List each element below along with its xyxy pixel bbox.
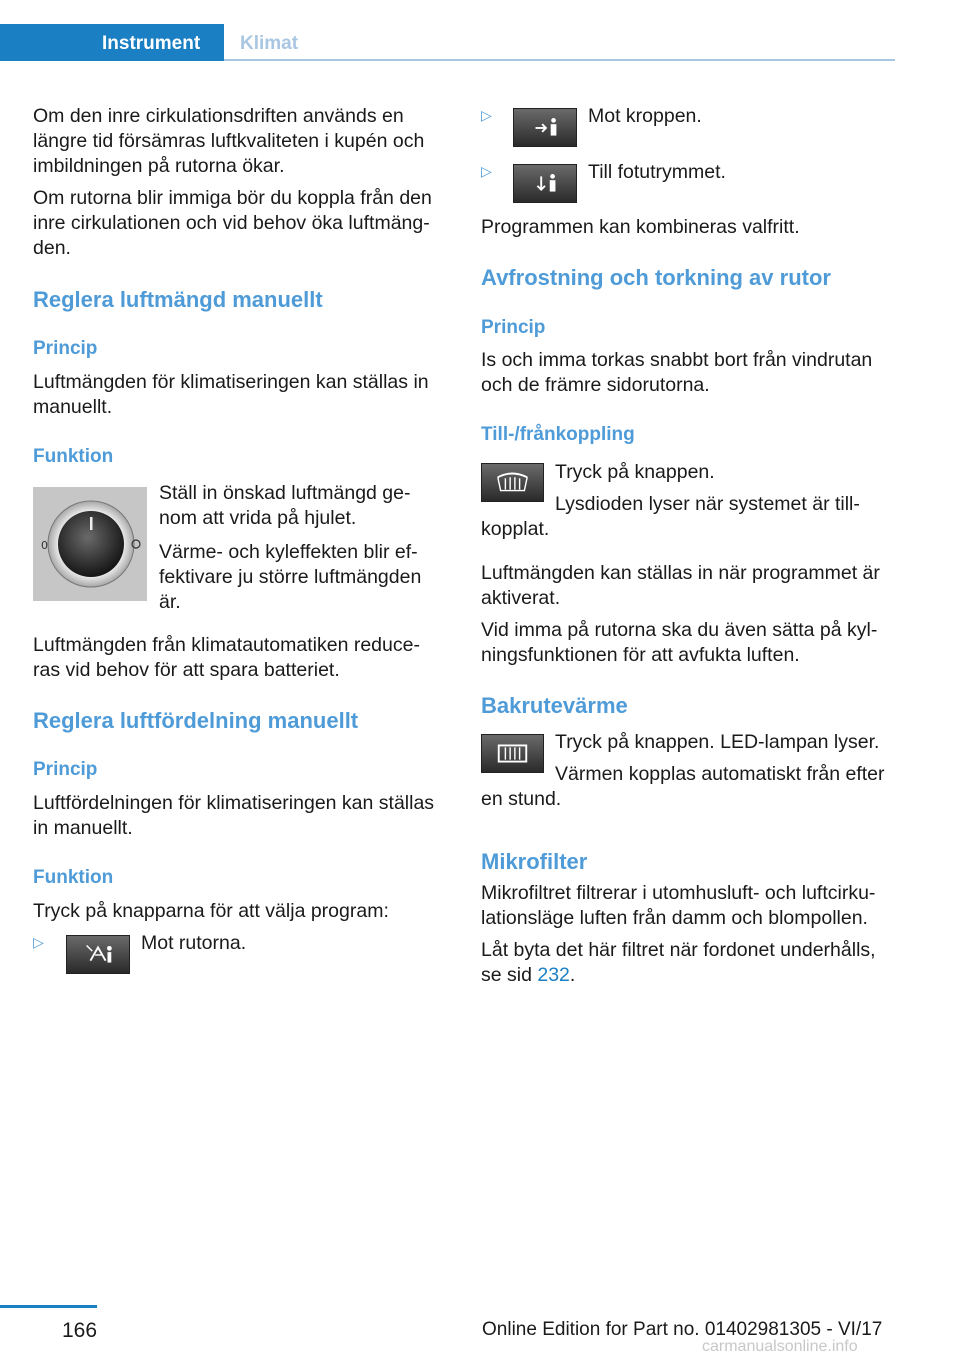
rear-window-heating-icon bbox=[481, 734, 544, 773]
subheading-function-1: Funktion bbox=[33, 446, 114, 467]
paragraph-recirculation: Om den inre cirkulationsdriften används en längre tid försämras luftkvaliteten i kupén och imbildningen på rutorna ökar. bbox=[33, 105, 425, 177]
paragraph-led-on: Lysdioden lyser när systemet är till‐ bbox=[555, 493, 860, 515]
paragraph-replace-filter: Låt byta det här filtret när fordonet underhålls, se sid 232. bbox=[481, 939, 876, 986]
paragraph-principle-1: Luftmängden för klimatiseringen kan ställas in manuellt. bbox=[33, 371, 429, 418]
paragraph-fogging: Om rutorna blir immiga bör du koppla från den inre cirkulationen och vid behov öka luftmäng‐ den. bbox=[33, 187, 432, 259]
paragraph-principle-2: Luftfördelningen för klimatiseringen kan ställas in manuellt. bbox=[33, 792, 435, 839]
fan-speed-knob-icon bbox=[33, 487, 147, 601]
paragraph-select-program: Tryck på knapparna för att välja program: bbox=[33, 900, 389, 922]
footer-rule bbox=[0, 1305, 97, 1308]
paragraph-defrost-principle: Is och imma torkas snabbt bort från vindrutan och de främre sidorutorna. bbox=[481, 349, 873, 396]
paragraph-battery: Luftmängden från klimatautomatiken reduce‐ ras vid behov för att spara batteriet. bbox=[33, 634, 420, 681]
heading-microfilter: Mikrofilter bbox=[481, 849, 588, 874]
subheading-principle-2: Princip bbox=[33, 759, 98, 780]
paragraph-knob-effect: Värme- och kyleffekten blir ef‐ fektivare ju större luftmängden är. bbox=[159, 541, 422, 613]
page-number: 166 bbox=[62, 1319, 98, 1342]
subheading-function-2: Funktion bbox=[33, 867, 114, 888]
paragraph-microfilter: Mikrofiltret filtrerar i utomhusluft- och luftcirku‐ lationsläge luften från damm och blompollen. bbox=[481, 882, 876, 929]
header-tab-instrument[interactable]: Instrument bbox=[102, 33, 201, 54]
paragraph-led-on-cont: kopplat. bbox=[481, 518, 550, 540]
heading-rear-window-heating: Bakrutevärme bbox=[481, 693, 628, 718]
list-item-windows: Mot rutorna. bbox=[141, 932, 247, 954]
paragraph-combine: Programmen kan kombineras valfritt. bbox=[481, 216, 800, 238]
bullet-marker: ▷ bbox=[33, 934, 44, 950]
heading-defrost: Avfrostning och torkning av rutor bbox=[481, 265, 831, 290]
airflow-feet-icon bbox=[513, 164, 577, 203]
heading-manual-distribution: Reglera luftfördelning manuellt bbox=[33, 708, 359, 733]
subheading-principle-1: Princip bbox=[33, 338, 98, 359]
paragraph-cooling: Vid imma på rutorna ska du även sätta på kyl‐ ningsfunktionen för att avfukta luften. bbox=[481, 619, 878, 666]
airflow-body-icon bbox=[513, 108, 577, 147]
svg-text:0: 0 bbox=[41, 539, 48, 552]
subheading-on-off: Till-/frånkoppling bbox=[481, 424, 635, 445]
paragraph-heat-auto-off-cont: en stund. bbox=[481, 788, 562, 810]
page-link-232[interactable]: 232 bbox=[537, 964, 570, 986]
list-item-feet: Till fotutrymmet. bbox=[588, 161, 726, 183]
footer-edition: Online Edition for Part no. 01402981305 - VI/17 bbox=[482, 1319, 883, 1340]
airflow-windows-icon bbox=[66, 935, 130, 974]
paragraph-heat-auto-off: Värmen kopplas automatiskt från efter bbox=[555, 763, 885, 785]
paragraph-knob-instruction: Ställ in önskad luftmängd ge‐ nom att vrida på hjulet. bbox=[159, 482, 411, 529]
paragraph-press-button-1: Tryck på knappen. bbox=[555, 461, 715, 483]
header-divider bbox=[224, 59, 895, 61]
watermark: carmanualsonline.info bbox=[702, 1338, 858, 1355]
bullet-marker: ▷ bbox=[481, 163, 492, 179]
paragraph-air-adjustable: Luftmängden kan ställas in när programmet är aktiverat. bbox=[481, 562, 880, 609]
paragraph-press-button-2: Tryck på knappen. LED-lampan lyser. bbox=[555, 731, 880, 753]
subheading-principle-3: Princip bbox=[481, 317, 546, 338]
heading-manual-air-volume: Reglera luftmängd manuellt bbox=[33, 287, 323, 312]
bullet-marker: ▷ bbox=[481, 107, 492, 123]
list-item-body: Mot kroppen. bbox=[588, 105, 702, 127]
defrost-icon bbox=[481, 463, 544, 502]
header-tab-klimat[interactable]: Klimat bbox=[240, 33, 299, 54]
